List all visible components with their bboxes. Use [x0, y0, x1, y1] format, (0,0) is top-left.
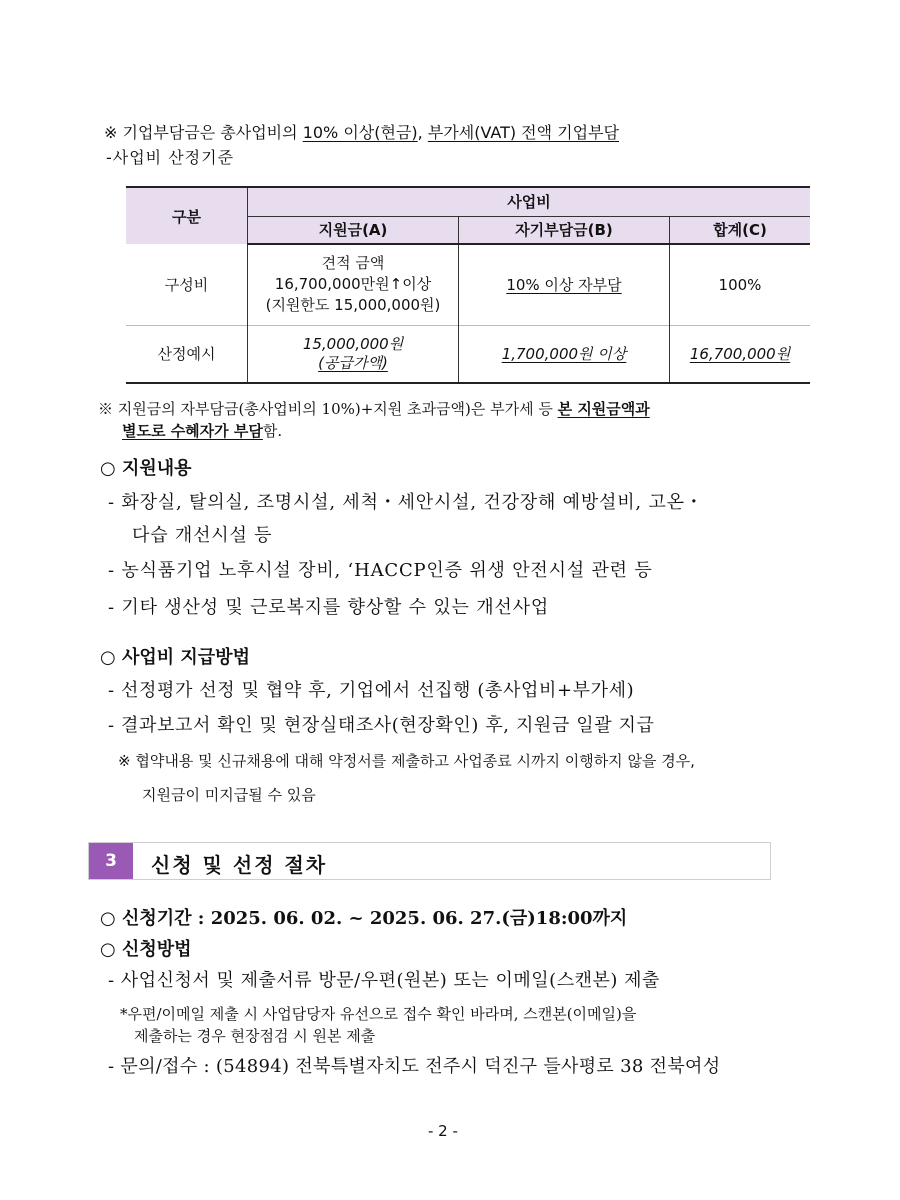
table-row	[126, 244, 810, 325]
section-number: 3	[89, 843, 133, 879]
table-row	[126, 325, 810, 383]
application-method-heading: ○ 신청방법	[100, 939, 192, 960]
ten-percent-cash: 10% 이상(현금)	[302, 123, 418, 142]
total-cell: 16,700,000원	[670, 325, 811, 383]
row-label: 산정예시	[126, 325, 248, 383]
support-item: - 화장실, 탈의실, 조명시설, 세척・세안시설, 건강장해 예방설비, 고온・	[108, 492, 704, 513]
application-period: ○ 신청기간 : 2025. 06. 02. ~ 2025. 06. 27.(금)18:00까지	[100, 908, 628, 929]
payment-item: - 선정평가 선정 및 협약 후, 기업에서 선집행 (총사업비+부가세)	[108, 680, 635, 701]
application-method-item: - 사업신청서 및 제출서류 방문/우편(원본) 또는 이메일(스캔본) 제출	[108, 970, 660, 991]
col-group-label: 구분	[126, 187, 248, 244]
section-header	[88, 842, 771, 880]
support-item: 다습 개선시설 등	[132, 525, 273, 546]
col-header-total: 합계(C)	[670, 216, 811, 244]
page-number: - 2 -	[428, 1122, 458, 1140]
support-content-heading: ○ 지원내용	[100, 458, 192, 479]
col-header-support: 지원금(A)	[248, 216, 459, 244]
self-cell: 1,700,000원 이상	[459, 325, 670, 383]
col-header-self: 자기부담금(B)	[459, 216, 670, 244]
support-item: - 기타 생산성 및 근로복지를 향상할 수 있는 개선사업	[108, 597, 550, 618]
self-cell: 10% 이상 자부담	[459, 244, 670, 325]
payment-item: - 결과보고서 확인 및 현장실태조사(현장확인) 후, 지원금 일괄 지급	[108, 715, 655, 736]
criteria-title: -사업비 산정기준	[106, 148, 235, 167]
row-label: 구성비	[126, 244, 248, 325]
support-cell: 15,000,000원 (공급가액)	[248, 325, 459, 383]
payment-note-line2: 지원금이 미지급될 수 있음	[142, 786, 316, 804]
span-header: 사업비	[248, 187, 811, 216]
total-cell: 100%	[670, 244, 811, 325]
application-contact: - 문의/접수 : (54894) 전북특별자치도 전주시 덕진구 들사평로 38 전북여성	[108, 1056, 721, 1077]
section-title: 신청 및 선정 절차	[151, 853, 328, 877]
support-item: - 농식품기업 노후시설 장비, ‘HACCP인증 위생 안전시설 관련 등	[108, 560, 653, 581]
vat-full-burden: 부가세(VAT) 전액 기업부담	[427, 123, 619, 142]
payment-heading: ○ 사업비 지급방법	[100, 647, 250, 668]
vat-burden-note: ※ 기업부담금은 총사업비의 10% 이상(현금), 부가세(VAT) 전액 기업부담	[104, 123, 619, 142]
table-note-line1: ※ 지원금의 자부담금(총사업비의 10%)+지원 초과금액)은 부가세 등 본 지원금액과	[98, 400, 650, 418]
application-method-note2: 제출하는 경우 현장점검 시 원본 제출	[134, 1027, 376, 1045]
table-note-line2: 별도로 수혜자가 부담함.	[122, 422, 283, 440]
payment-note-line1: ※ 협약내용 및 신규채용에 대해 약정서를 제출하고 사업종료 시까지 이행하지 않을 경우,	[118, 752, 695, 770]
application-method-note1: *우편/이메일 제출 시 사업담당자 유선으로 접수 확인 바라며, 스캔본(이메일)을	[120, 1005, 637, 1023]
budget-table	[126, 186, 810, 384]
support-cell: 견적 금액 16,700,000만원↑이상 (지원한도 15,000,000원)	[248, 244, 459, 325]
